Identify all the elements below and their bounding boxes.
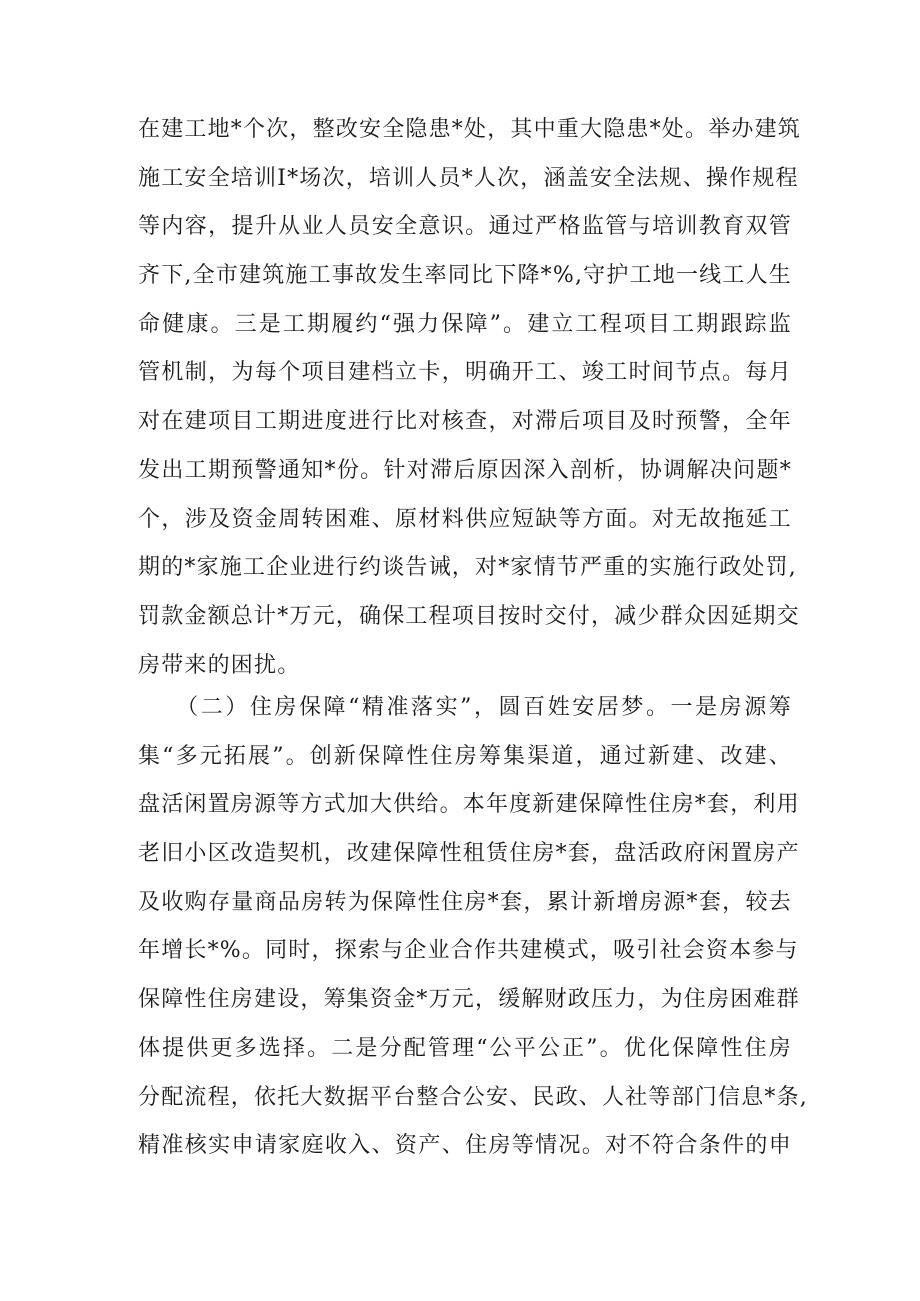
text-line: 盘活闲置房源等方式加大供给。本年度新建保障性住房*套，利用 [138,792,800,818]
text-line: 年增长*%。同时，探索与企业合作共建模式，吸引社会资本参与 [138,938,799,964]
text-line: 精准核实申请家庭收入、资产、住房等情况。对不符合条件的申 [138,1133,792,1159]
text-line: 分配流程，依托大数据平台整合公安、民政、人社等部门信息*条, [138,1084,808,1110]
text-line: 对在建项目工期进度进行比对核查，对滞后项目及时预警，全年 [138,409,792,435]
text-line: 在建工地*个次，整改安全隐患*处，其中重大隐患*处。举办建筑 [138,117,802,142]
text-line: 罚款金额总计*万元，确保工程项目按时交付，减少群众因延期交 [138,603,800,629]
text-line: 体提供更多选择。二是分配管理“公平公正”。优化保障性住房 [138,1035,792,1061]
paragraph-housing-guarantee [138,684,808,1171]
text-line: 保障性住房建设，筹集资金*万元，缓解财政压力，为住房困难群 [138,987,800,1013]
text-line: 个，涉及资金周转困难、原材料供应短缺等方面。对无故拖延工 [138,506,792,532]
text-line: 管机制，为每个项目建档立卡，明确开工、竣工时间节点。每月 [138,360,792,386]
text-line: 老旧小区改造契机，改建保障性租赁住房*套，盘活政府闲置房产 [138,841,800,867]
paragraph-construction-safety [138,106,802,690]
text-line: 施工安全培训I*场次，培训人员*人次，涵盖安全法规、操作规程 [138,165,799,191]
text-line: 期的*家施工企业进行约谈告诫，对*家情节严重的实施行政处罚, [138,555,797,581]
text-line: 等内容，提升从业人员安全意识。通过严格监管与培训教育双管 [138,214,792,240]
text-line: 齐下,全市建筑施工事故发生率同比下降*%,守护工地一线工人生 [138,263,792,289]
text-line: 房带来的困扰。 [138,652,301,678]
text-line: 及收购存量商品房转为保障性住房*套，累计新增房源*套，较去 [138,889,792,915]
text-line: 命健康。三是工期履约“强力保障”。建立工程项目工期跟踪监 [138,311,792,337]
text-line: 集“多元拓展”。创新保障性住房筹集渠道，通过新建、改建、 [138,743,792,769]
text-line: 发出工期预警通知*份。针对滞后原因深入剖析，协调解决问题* [138,457,792,483]
text-line: （二）住房保障“精准落实”，圆百姓安居梦。一是房源筹 [138,695,792,720]
